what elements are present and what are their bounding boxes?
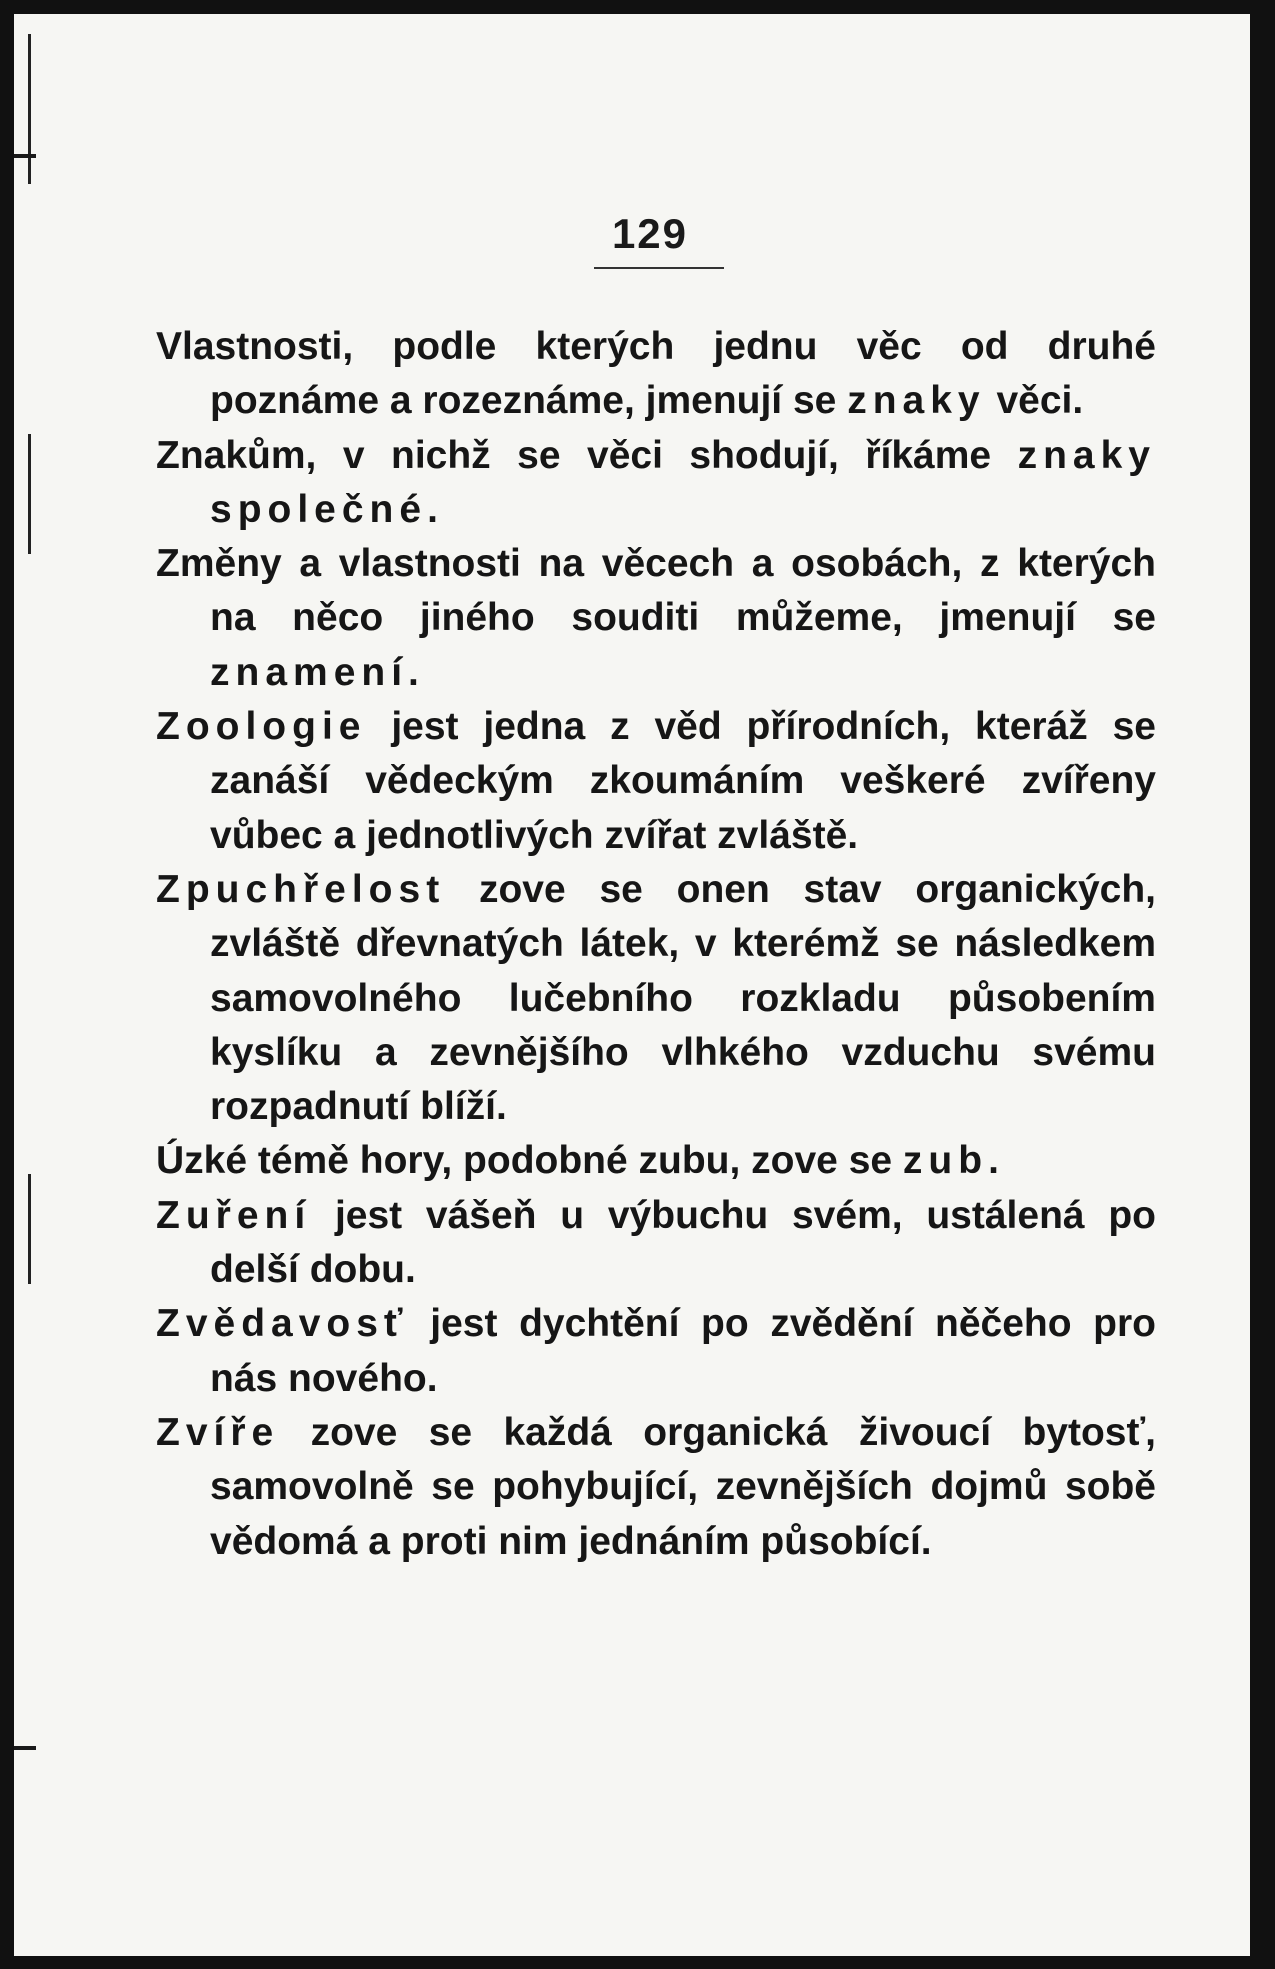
glossary-entry [156,1134,1156,1188]
entry-term: zub [902,1139,989,1183]
entry-text: Úzké témě hory, podobné zubu, zove se [156,1139,903,1183]
binding-edge [28,1174,31,1284]
entry-term: Zoologie [156,705,367,749]
glossary-entry [156,537,1156,700]
entry-term: Zpuchřelost [156,867,446,911]
binding-mark [14,154,36,158]
entry-text: věci. [985,379,1084,423]
entry-text: jest dychtění po zvědění něčeho pro nás nového. [210,1302,1156,1400]
entry-term: Zuření [156,1193,312,1237]
binding-mark [14,1746,36,1750]
binding-edge [28,34,31,184]
entry-text: . [408,650,419,694]
entry-text: Znakům, v nichž se věci shodují, říkáme [156,433,1018,477]
entry-term: znamení [210,650,409,694]
entry-term: Zvědavosť [156,1302,409,1346]
binding-edge [28,434,31,554]
glossary-entry [156,863,1156,1134]
entry-text: zove se každá organická živoucí bytosť, samovolně se pohybující, zevnějších dojmů sobě vědomá a proti nim jednáním působící. [210,1410,1156,1563]
entry-text: jest jedna z věd přírodních, kteráž se zanáší vědeckým zkoumáním veškeré zvířeny vůbec a jednotlivých zvířat zvláště. [210,705,1156,857]
entry-text: Vlastnosti, podle kterých jednu věc od druhé poznáme a rozeznáme, jmenují se [156,325,1156,423]
entry-term: znaky společné [210,433,1156,531]
entry-text: jest vášeň u výbuchu svém, ustálená po delší dobu. [210,1193,1156,1292]
glossary-entry [156,1189,1156,1298]
entry-text: . [988,1139,999,1183]
glossary-entry [156,1297,1156,1406]
glossary-entry [156,429,1156,538]
glossary-entry [156,700,1156,863]
entry-text: . [427,487,438,531]
page-number-rule [594,267,724,269]
page-number: 129 [611,210,689,257]
entry-text: Změny a vlastnosti na věcech a osobách, z kterých na něco jiného souditi můžeme, jmenují se [156,542,1156,640]
book-page [14,14,1250,1956]
entry-term: Zvíře [156,1410,280,1454]
glossary-entry [156,320,1156,429]
entry-text: zove se onen stav organických, zvláště dřevnatých látek, v kterémž se následkem samovolného lučebního rozkladu působením kyslíku a zevnějšího vlhkého vzduchu svému rozpadnutí blíží. [210,867,1156,1129]
glossary-entry [156,1406,1156,1569]
glossary-entries [156,320,1156,1569]
entry-term: znaky [847,379,986,423]
